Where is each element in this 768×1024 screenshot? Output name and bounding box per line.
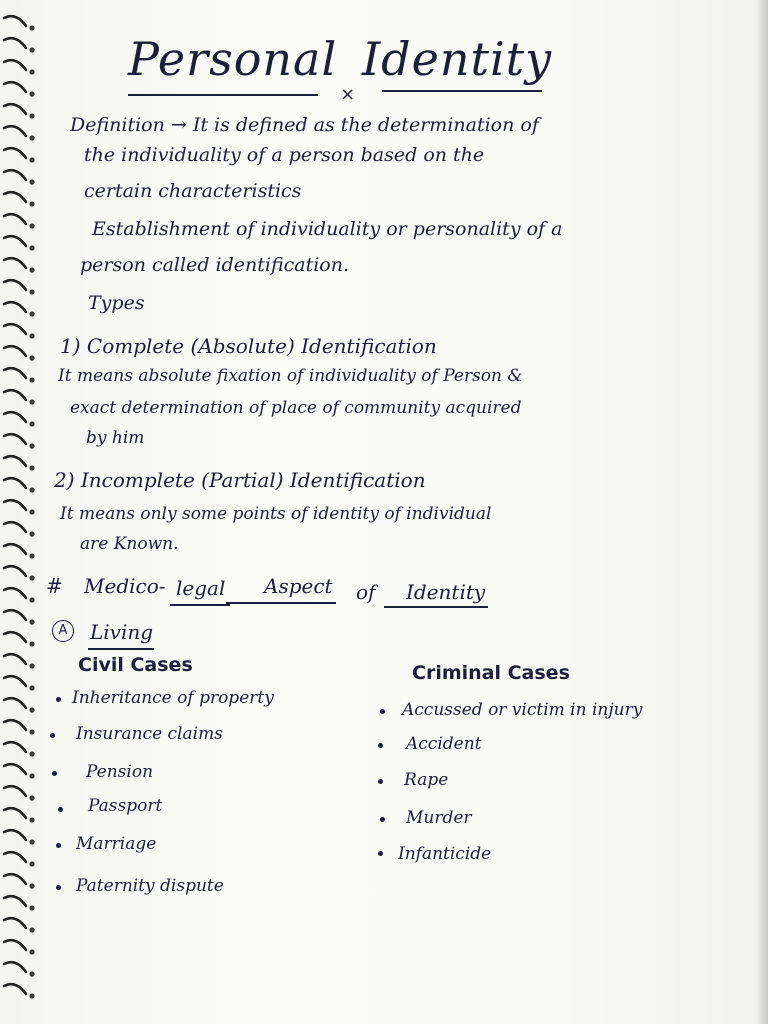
spiral-hole bbox=[29, 795, 34, 800]
spiral-hole bbox=[29, 91, 34, 96]
spiral-hole bbox=[29, 751, 34, 756]
page-edge-shadow bbox=[756, 0, 768, 1024]
spiral-hole bbox=[29, 465, 34, 470]
spiral-hole bbox=[29, 817, 34, 822]
spiral-coil bbox=[4, 456, 26, 466]
spiral-hole bbox=[29, 135, 34, 140]
spiral-hole bbox=[29, 597, 34, 602]
medico-word-4: of bbox=[356, 580, 376, 604]
spiral-hole bbox=[29, 179, 34, 184]
spiral-hole bbox=[29, 839, 34, 844]
spiral-hole bbox=[29, 421, 34, 426]
spiral-coil bbox=[4, 588, 26, 598]
spiral-coil bbox=[4, 742, 26, 752]
criminal-item: Accident bbox=[406, 734, 482, 754]
complete-line-3: by him bbox=[86, 428, 145, 448]
medico-underline-2 bbox=[226, 602, 336, 604]
medico-underline-1 bbox=[170, 604, 230, 606]
civil-bullet bbox=[56, 843, 61, 848]
spiral-coil bbox=[4, 654, 26, 664]
spiral-hole bbox=[29, 993, 34, 998]
spiral-coil bbox=[4, 192, 26, 202]
criminal-item: Accussed or victim in injury bbox=[402, 700, 643, 720]
spiral-coil bbox=[4, 324, 26, 334]
living-label: Living bbox=[90, 620, 154, 644]
medico-underline-3 bbox=[384, 606, 488, 608]
spiral-coil bbox=[4, 104, 26, 114]
criminal-item: Murder bbox=[406, 808, 472, 828]
criminal-bullet bbox=[378, 743, 383, 748]
spiral-coil bbox=[4, 984, 26, 994]
spiral-coil bbox=[4, 852, 26, 862]
civil-item: Marriage bbox=[76, 834, 157, 854]
spiral-hole bbox=[29, 377, 34, 382]
spiral-hole bbox=[29, 47, 34, 52]
spiral-coil bbox=[4, 610, 26, 620]
living-underline bbox=[88, 648, 154, 650]
definition-line-1: Definition → It is defined as the determination of bbox=[70, 114, 539, 136]
spiral-hole bbox=[29, 355, 34, 360]
spiral-binding bbox=[0, 0, 44, 1024]
incomplete-line-2: are Known. bbox=[80, 534, 179, 554]
spiral-coil bbox=[4, 38, 26, 48]
spiral-hole bbox=[29, 289, 34, 294]
spiral-coil bbox=[4, 962, 26, 972]
spiral-hole bbox=[29, 399, 34, 404]
spiral-hole bbox=[29, 905, 34, 910]
spiral-coil bbox=[4, 478, 26, 488]
spiral-hole bbox=[29, 245, 34, 250]
spiral-coil bbox=[4, 808, 26, 818]
spiral-coil bbox=[4, 500, 26, 510]
types-label: Types bbox=[88, 292, 145, 314]
spiral-coil bbox=[4, 302, 26, 312]
civil-item: Passport bbox=[88, 796, 163, 816]
spiral-hole bbox=[29, 333, 34, 338]
criminal-bullet bbox=[380, 709, 385, 714]
spiral-coil bbox=[4, 896, 26, 906]
spiral-hole bbox=[29, 443, 34, 448]
spiral-hole bbox=[29, 267, 34, 272]
spiral-coil bbox=[4, 412, 26, 422]
title-word-identity: Identity bbox=[362, 32, 553, 86]
spiral-coil bbox=[4, 368, 26, 378]
spiral-hole bbox=[29, 69, 34, 74]
spiral-coil bbox=[4, 918, 26, 928]
civil-bullet bbox=[52, 771, 57, 776]
spiral-coil bbox=[4, 522, 26, 532]
spiral-hole bbox=[29, 157, 34, 162]
medico-word-3: Aspect bbox=[264, 574, 333, 598]
spiral-coil bbox=[4, 566, 26, 576]
spiral-hole bbox=[29, 201, 34, 206]
spiral-coil bbox=[4, 434, 26, 444]
medico-word-5: Identity bbox=[406, 580, 486, 604]
spiral-coil bbox=[4, 786, 26, 796]
criminal-item: Rape bbox=[404, 770, 449, 790]
spiral-coil bbox=[4, 60, 26, 70]
criminal-bullet bbox=[380, 817, 385, 822]
spiral-hole bbox=[29, 487, 34, 492]
spiral-coil bbox=[4, 82, 26, 92]
criminal-bullet bbox=[378, 779, 383, 784]
spiral-coil bbox=[4, 676, 26, 686]
medico-word-1: Medico- bbox=[84, 574, 166, 598]
spiral-coil bbox=[4, 390, 26, 400]
spiral-hole bbox=[29, 531, 34, 536]
criminal-heading: Criminal Cases bbox=[412, 662, 570, 684]
civil-bullet bbox=[56, 697, 61, 702]
spiral-hole bbox=[29, 553, 34, 558]
spiral-hole bbox=[29, 685, 34, 690]
spiral-coil bbox=[4, 170, 26, 180]
title-underline-1 bbox=[128, 94, 318, 96]
civil-bullet bbox=[58, 807, 63, 812]
spiral-hole bbox=[29, 883, 34, 888]
civil-heading: Civil Cases bbox=[78, 654, 193, 676]
civil-item: Inheritance of property bbox=[72, 688, 274, 708]
spiral-hole bbox=[29, 861, 34, 866]
spiral-hole bbox=[29, 641, 34, 646]
complete-line-2: exact determination of place of community acquired bbox=[70, 398, 522, 418]
spiral-coil bbox=[4, 280, 26, 290]
civil-item: Pension bbox=[86, 762, 154, 782]
establishment-line-2: person called identification. bbox=[80, 254, 350, 276]
medico-word-2: legal bbox=[176, 576, 226, 600]
definition-line-2: the individuality of a person based on the bbox=[84, 144, 485, 166]
criminal-bullet bbox=[378, 851, 383, 856]
spiral-hole bbox=[29, 509, 34, 514]
civil-bullet bbox=[50, 733, 55, 738]
spiral-coil bbox=[4, 632, 26, 642]
spiral-hole bbox=[29, 927, 34, 932]
spiral-hole bbox=[29, 113, 34, 118]
civil-item: Paternity dispute bbox=[76, 876, 224, 896]
incomplete-line-1: It means only some points of identity of individual bbox=[60, 504, 492, 524]
spiral-coil bbox=[4, 346, 26, 356]
civil-bullet bbox=[56, 885, 61, 890]
spiral-coil bbox=[4, 720, 26, 730]
civil-item: Insurance claims bbox=[76, 724, 223, 744]
spiral-coil bbox=[4, 214, 26, 224]
criminal-item: Infanticide bbox=[398, 844, 492, 864]
definition-line-3: certain characteristics bbox=[84, 180, 302, 202]
spiral-hole bbox=[29, 949, 34, 954]
spiral-coil bbox=[4, 764, 26, 774]
living-marker: A bbox=[52, 620, 74, 642]
medico-hash: # bbox=[46, 574, 63, 598]
spiral-hole bbox=[29, 707, 34, 712]
spiral-hole bbox=[29, 575, 34, 580]
establishment-line-1: Establishment of individuality or personality of a bbox=[92, 218, 563, 240]
incomplete-heading: 2) Incomplete (Partial) Identification bbox=[54, 468, 426, 492]
spiral-coil bbox=[4, 874, 26, 884]
spiral-coil bbox=[4, 698, 26, 708]
spiral-coil bbox=[4, 258, 26, 268]
spiral-hole bbox=[29, 971, 34, 976]
spiral-coil bbox=[4, 830, 26, 840]
spiral-hole bbox=[29, 311, 34, 316]
spiral-coil bbox=[4, 236, 26, 246]
title-x-mark: × bbox=[340, 84, 356, 105]
spiral-coil bbox=[4, 148, 26, 158]
title-underline-2 bbox=[382, 90, 542, 92]
spiral-hole bbox=[29, 25, 34, 30]
spiral-coil bbox=[4, 126, 26, 136]
spiral-hole bbox=[29, 663, 34, 668]
complete-line-1: It means absolute fixation of individuality of Person & bbox=[58, 366, 523, 386]
spiral-hole bbox=[29, 223, 34, 228]
spiral-hole bbox=[29, 619, 34, 624]
complete-heading: 1) Complete (Absolute) Identification bbox=[60, 334, 437, 358]
title-word-personal: Personal bbox=[128, 32, 338, 86]
spiral-hole bbox=[29, 773, 34, 778]
spiral-hole bbox=[29, 729, 34, 734]
spiral-coil bbox=[4, 16, 26, 26]
spiral-coil bbox=[4, 940, 26, 950]
spiral-coil bbox=[4, 544, 26, 554]
